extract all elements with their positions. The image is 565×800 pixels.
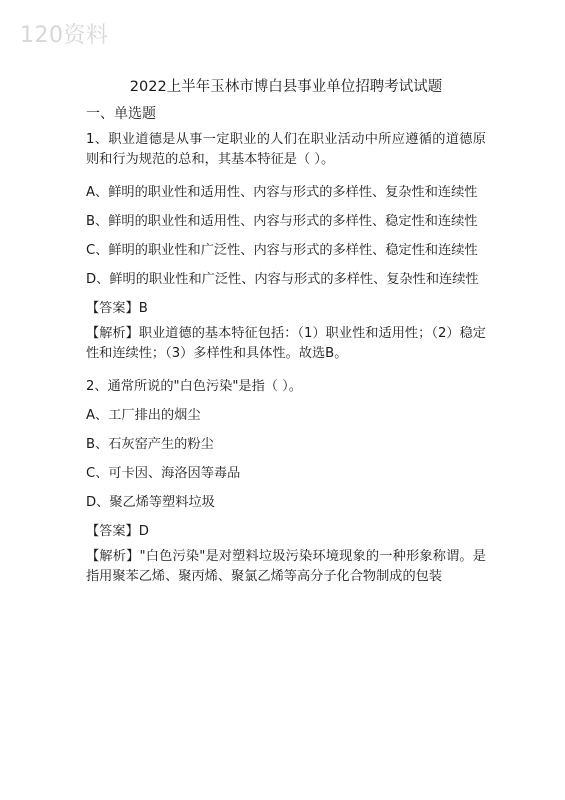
- question-2-option-a: A、工厂排出的烟尘: [86, 408, 201, 423]
- question-1-option-c: C、鲜明的职业性和广泛性、内容与形式的多样性、稳定性和连续性: [86, 243, 478, 258]
- section-heading: 一、单选题: [86, 106, 156, 122]
- question-2-option-c: C、可卡因、海洛因等毒品: [86, 466, 241, 481]
- watermark: 120资料: [20, 23, 109, 48]
- question-1-answer: 【答案】B: [86, 301, 148, 316]
- question-1-option-d: D、鲜明的职业性和广泛性、内容与形式的多样性、复杂性和连续性: [86, 272, 479, 287]
- question-2-option-b: B、石灰窑产生的粉尘: [86, 437, 214, 452]
- question-1-stem: 1、职业道德是从事一定职业的人们在职业活动中所应遵循的道德原则和行为规范的总和，其基本特征是（ ）。: [86, 132, 486, 167]
- page-title: 2022上半年玉林市博白县事业单位招聘考试试题: [129, 79, 443, 95]
- document-body: [86, 76, 486, 596]
- question-2-analysis: 【解析】"白色污染"是对塑料垃圾污染环境现象的一种形象称谓。是指用聚苯乙烯、聚丙烯、聚氯乙烯等高分子化合物制成的包装: [86, 549, 486, 584]
- question-2-stem: 2、通常所说的"白色污染"是指（ ）。: [86, 379, 302, 394]
- question-2-option-d: D、聚乙烯等塑料垃圾: [86, 495, 215, 510]
- question-1-analysis: 【解析】职业道德的基本特征包括：（1）职业性和适用性；（2）稳定性和连续性；（3）多样性和具体性。故选B。: [86, 326, 486, 361]
- question-2-answer: 【答案】D: [86, 524, 149, 539]
- question-1-option-a: A、鲜明的职业性和适用性、内容与形式的多样性、复杂性和连续性: [86, 185, 478, 200]
- question-1-option-b: B、鲜明的职业性和适用性、内容与形式的多样性、稳定性和连续性: [86, 214, 478, 229]
